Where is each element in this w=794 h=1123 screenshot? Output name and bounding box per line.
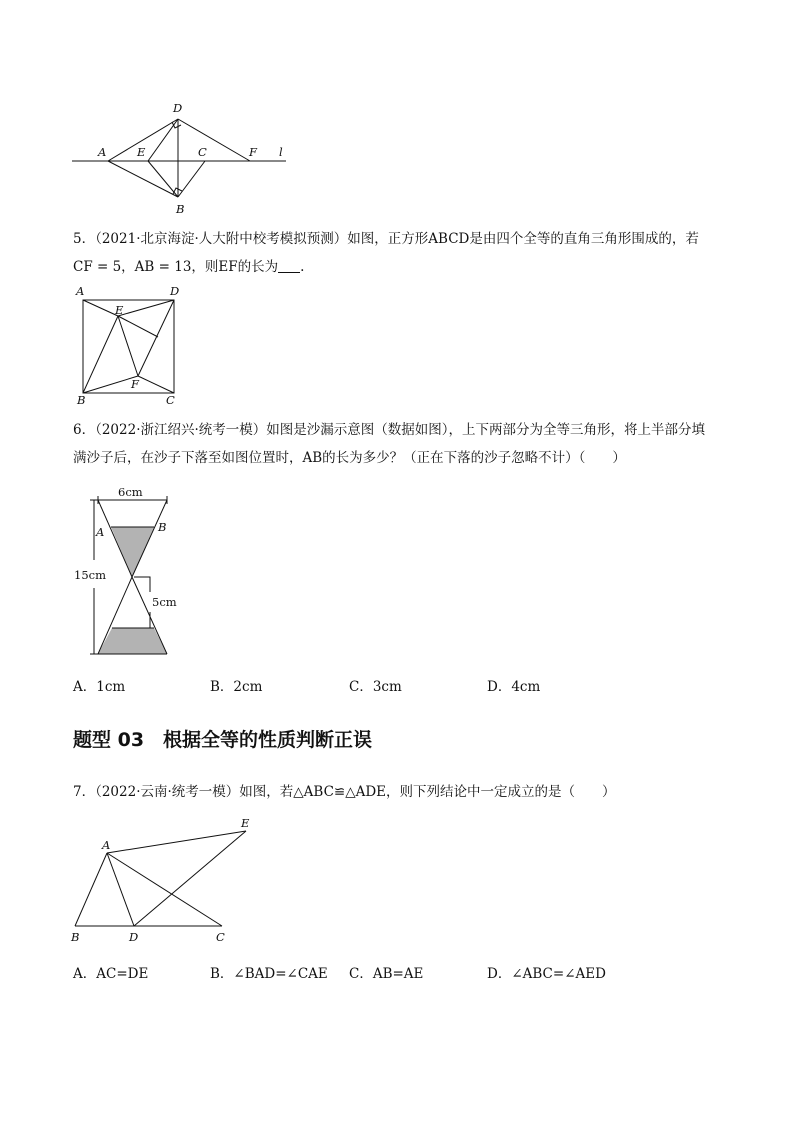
q5-figure xyxy=(70,283,190,408)
q7-line1: 7．（2022·云南·统考一模）如图，若△ABC≌△ADE，则下列结论中一定成立的是（ ） xyxy=(73,784,616,800)
q7-label-e: E xyxy=(241,816,250,830)
q6-figure xyxy=(72,480,192,660)
q4-figure xyxy=(60,95,300,225)
q6-height-label: 15cm xyxy=(74,568,106,582)
q4-label-c: C xyxy=(198,145,207,159)
q5-text xyxy=(73,228,733,278)
q6-option-b[interactable]: B．2cm xyxy=(210,679,263,695)
q6-sand-top xyxy=(111,527,154,577)
q4-label-l: l xyxy=(279,145,283,159)
q6-option-c[interactable]: C．3cm xyxy=(349,679,402,695)
q7-option-d[interactable]: D．∠ABC=∠AED xyxy=(487,966,606,982)
q5-label-c: C xyxy=(166,393,175,407)
q4-label-e: E xyxy=(137,145,146,159)
q5-line1: 5．（2021·北京海淀·人大附中校考模拟预测）如图，正方形ABCD是由四个全等的直角三角形围成的，若 xyxy=(73,231,699,247)
q7-option-c[interactable]: C．AB=AE xyxy=(349,966,424,982)
q5-label-d: D xyxy=(170,284,180,298)
q5-label-e: E xyxy=(115,303,124,317)
q7-label-d: D xyxy=(129,930,139,944)
q6-top-width: 6cm xyxy=(118,485,143,499)
q4-label-b: B xyxy=(176,202,185,216)
q5-line2 xyxy=(73,256,733,278)
q7-label-a: A xyxy=(102,838,111,852)
q4-label-f: F xyxy=(249,145,257,159)
q5-line2-post: . xyxy=(300,259,305,275)
q4-label-d: D xyxy=(173,101,183,115)
q5-line2-pre: CF = 5，AB = 13，则EF的长为 xyxy=(73,259,279,275)
q6-option-a[interactable]: A．1cm xyxy=(73,679,126,695)
q7-option-b[interactable]: B．∠BAD=∠CAE xyxy=(210,966,328,982)
q7-figure xyxy=(62,812,262,952)
q5-answer-blank[interactable] xyxy=(278,258,300,273)
q6-text xyxy=(73,419,743,469)
q6-line2: 满沙子后，在沙子下落至如图位置时，AB的长为多少？（正在下落的沙子忽略不计）（ ） xyxy=(73,450,626,466)
q6-label-b: B xyxy=(158,520,167,534)
section-title: 题型 03 根据全等的性质判断正误 xyxy=(73,729,373,751)
q7-text xyxy=(73,781,733,803)
q6-label-a: A xyxy=(96,525,105,539)
q5-label-a: A xyxy=(76,284,85,298)
q6-line1: 6．（2022·浙江绍兴·统考一模）如图是沙漏示意图（数据如图），上下两部分为全等三角形，将上半部分填 xyxy=(73,422,706,438)
q7-option-a[interactable]: A．AC=DE xyxy=(73,966,149,982)
q7-label-b: B xyxy=(71,930,80,944)
q6-lower-label: 5cm xyxy=(152,595,177,609)
q4-label-a: A xyxy=(98,145,107,159)
q7-label-c: C xyxy=(216,930,225,944)
q6-option-d[interactable]: D．4cm xyxy=(487,679,541,695)
q5-label-f: F xyxy=(131,377,139,391)
q5-label-b: B xyxy=(77,393,86,407)
